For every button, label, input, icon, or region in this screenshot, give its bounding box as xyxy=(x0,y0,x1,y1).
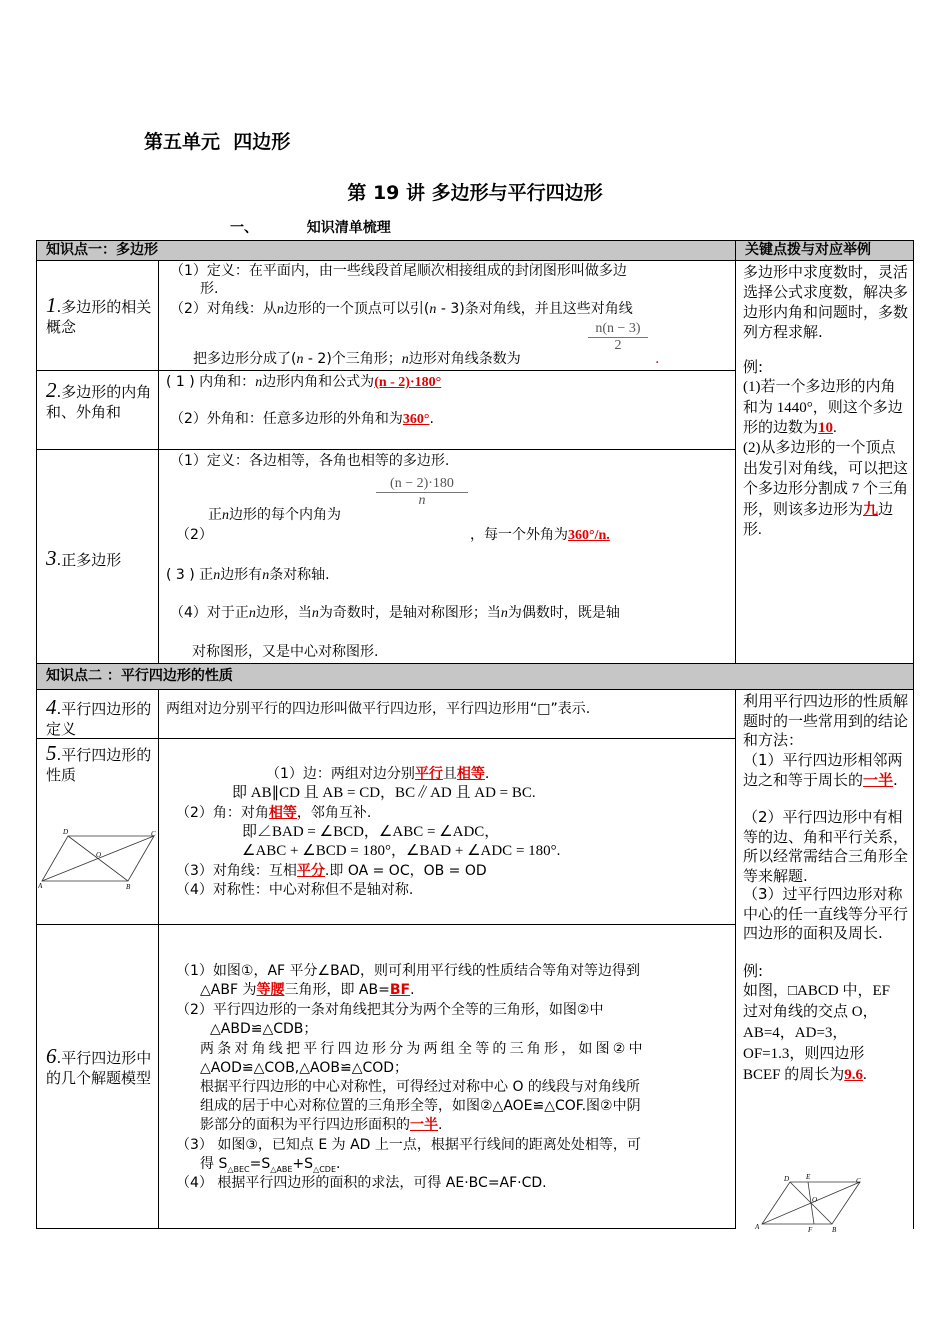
r6-model2-area: 影部分的面积为平行四边形面积的一半. xyxy=(200,1117,443,1133)
r1-diagonal-cont: 把多边形分成了(n - 2)个三角形；n边形对角线条数为 xyxy=(193,351,521,367)
r5-sides-detail: 即 AB∥CD 且 AB = CD，BC∥AD 且 AD = BC. xyxy=(232,785,536,801)
r5-answer-angles: 相等 xyxy=(268,805,297,821)
r3-symmetry: （4）对于正n边形，当n为奇数时，是轴对称图形；当n为偶数时，既是轴 xyxy=(170,605,620,621)
r6-model2-congruent: △ABD≌△CDB； xyxy=(210,1021,318,1037)
ex-fig-label-c: C xyxy=(856,1177,861,1185)
fig-label-c: C xyxy=(151,830,156,838)
r6-model2-diagonals: 两条对角线把平行四边形分为两组全等的三角形，如图②中 xyxy=(200,1041,646,1057)
r2-interior-sum: ( 1 ) 内角和：n边形内角和公式为(n - 2)·180° xyxy=(166,374,442,390)
side-header: 关键点拨与对应举例 xyxy=(735,240,914,261)
kp1-side-answer1: 10 xyxy=(818,420,834,436)
kp1-side-intro: 多边形中求度数时，灵活选择公式求度数，解决多边形内角和问题时，多数列方程求解. xyxy=(743,263,909,341)
kp1-side-example1: (1)若一个多边形的内角和为 1440°，则这个多边形的边数为10. xyxy=(743,379,903,436)
r5-diagonals: （3）对角线：互相平分.即 OA = OC，OB = OD xyxy=(176,863,487,879)
r1-fraction: $\frac{n(n - 3)}{2}$ xyxy=(588,321,648,354)
r2-exterior-sum: （2）外角和：任意多边形的外角和为360°. xyxy=(170,411,434,427)
r6-model2-symmetry: 根据平行四边形的中心对称性，可得经过对称中心 O 的线段与对角线所 xyxy=(200,1079,640,1095)
parallelogram-figure xyxy=(38,826,158,890)
r3-item2: （2） xyxy=(176,527,213,543)
kp2-side-point2: （2）平行四边形中有相等的边、角和平行关系，所以经常需结合三角形全等来解题. xyxy=(743,808,909,885)
r6-answer-half: 一半 xyxy=(410,1117,438,1133)
kp2-side-answer: 9.6 xyxy=(844,1067,864,1083)
fig-label-d: D xyxy=(63,828,69,836)
r6-model3: （3） 如图③，已知点 E 为 AD 上一点，根据平行线间的距离处处相等，可 xyxy=(176,1137,641,1153)
ex-fig-label-a: A xyxy=(755,1223,760,1231)
r3-exterior-angle: ，每一个外角为360°/n. xyxy=(470,527,610,543)
r5-answer-parallel: 平行 xyxy=(414,766,443,782)
example-parallelogram-figure xyxy=(752,1170,867,1234)
r2-answer-exterior: 360° xyxy=(402,412,430,427)
kp2-side-point3: （3）过平行四边形对称中心的任一直线等分平行四边形的面积及周长. xyxy=(743,885,909,942)
kp2-side-answer-half: 一半 xyxy=(863,770,894,789)
r5-angles-detail1: 即∠BAD = ∠BCD，∠ABC = ∠ADC， xyxy=(242,824,500,840)
r5-symmetry: （4）对称性：中心对称但不是轴对称. xyxy=(176,882,414,898)
kp1-side-example-label: 例: xyxy=(743,358,764,376)
r5-sides: （1）边：两组对边分别平行且相等. xyxy=(266,766,490,782)
section-heading: 知识清单梳理 xyxy=(306,220,391,236)
ex-fig-label-d: D xyxy=(784,1175,790,1183)
row3-label: 3.正多边形 xyxy=(46,546,122,570)
r6-model2-congruent2: △AOD≌△COB,△AOB≌△COD； xyxy=(200,1060,409,1076)
r3-axes: ( 3 ) 正n边形有n条对称轴. xyxy=(166,567,330,583)
r6-answer-isosceles: 等腰 xyxy=(256,982,285,998)
fig-label-o: O xyxy=(96,851,102,859)
r6-model4: （4） 根据平行四边形的面积的求法，可得 AE·BC=AF·CD. xyxy=(176,1175,547,1191)
fig-label-b: B xyxy=(126,883,131,890)
row2-label: 2.多边形的内角和、外角和 xyxy=(46,378,152,421)
kp2-header: 知识点二 ：平行四边形的性质 xyxy=(36,663,914,690)
kp1-side-answer2: 九 xyxy=(863,501,879,518)
r5-angles: （2）角：对角相等，邻角互补. xyxy=(176,805,372,821)
r5-angles-detail2: ∠ABC + ∠BCD = 180°，∠BAD + ∠ADC = 180°. xyxy=(242,843,561,859)
r3-interior-angle: 正n边形的每个内角为 xyxy=(208,507,341,523)
kp1-header: 知识点一：多边形 xyxy=(36,240,736,261)
column-divider xyxy=(158,260,159,664)
r6-model2-symmetry-cont: 组成的居于中心对称位置的三角形全等，如图②△AOE≌△COF.图②中阴 xyxy=(200,1098,641,1114)
r4-definition: 两组对边分别平行的四边形叫做平行四边形，平行四边形用“□”表示. xyxy=(166,701,591,717)
r6-model1: （1）如图①，AF 平分∠BAD，则可利用平行线的性质结合等角对等边得到 xyxy=(176,963,641,979)
r1-period: . xyxy=(655,351,660,367)
r3-fraction: $\frac{(n - 2)\cdot 180}{n}$ xyxy=(376,476,468,509)
r5-answer-equal: 相等 xyxy=(456,766,485,782)
r1-definition: （1）定义：在平面内，由一些线段首尾顺次相接组成的封闭图形叫做多边 xyxy=(170,263,627,279)
row-divider xyxy=(36,370,736,371)
kp2-side-example: 如图，□ABCD 中，EF 过对角线的交点 O，AB=4，AD=3，OF=1.3，则四边形 BCEF 的周长为9.6. xyxy=(743,983,890,1083)
row1-label: 1.多边形的相关概念 xyxy=(46,293,152,336)
r6-answer-bf: BF xyxy=(389,982,411,998)
r3-symmetry-cont: 对称图形，又是中心对称图形. xyxy=(192,644,379,660)
r3-answer: 360°/n. xyxy=(568,528,610,543)
r1-definition-cont: 形. xyxy=(200,281,219,297)
ex-fig-label-e: E xyxy=(806,1173,811,1181)
row4-label: 4.平行四边形的定义 xyxy=(46,695,152,738)
kp2-side-point1: （1）平行四边形相邻两边之和等于周长的一半. xyxy=(743,751,903,789)
kp2-side-intro: 利用平行四边形的性质解题时的一些常用到的结论和方法： xyxy=(743,692,909,749)
ex-fig-label-f: F xyxy=(808,1226,813,1234)
kp2-side-example-label: 例: xyxy=(743,962,764,980)
unit-title: 第五单元 四边形 xyxy=(144,131,291,153)
row-divider xyxy=(36,924,736,925)
r1-diagonal: （2）对角线：从n边形的一个顶点可以引(n - 3)条对角线，并且这些对角线 xyxy=(170,301,633,317)
ex-fig-label-o: O xyxy=(812,1196,818,1204)
r6-model1-cont: △ABF 为等腰三角形，即 AB=BF. xyxy=(200,982,415,998)
r5-answer-bisect: 平分 xyxy=(296,863,325,879)
column-divider xyxy=(158,689,159,1229)
section-title xyxy=(230,217,391,237)
row-divider xyxy=(36,449,736,450)
section-number: 一、 xyxy=(230,220,258,236)
r3-definition: （1）定义：各边相等，各角也相等的多边形. xyxy=(170,453,450,469)
row5-label: 5.平行四边形的性质 xyxy=(46,741,152,784)
row6-label: 6.平行四边形中的几个解题模型 xyxy=(46,1044,152,1087)
ex-fig-label-b: B xyxy=(832,1226,837,1234)
fig-label-a: A xyxy=(38,882,43,890)
r6-model3-formula: 得 $S_{\triangle BEC}=S_{\triangle ABE}+S_{\triangle CDE}$. xyxy=(200,1156,341,1174)
r6-model2: （2）平行四边形的一条对角线把其分为两个全等的三角形，如图②中 xyxy=(176,1002,604,1018)
r2-answer: (n - 2)·180° xyxy=(374,375,442,390)
lecture-title: 第 19 讲 多边形与平行四边形 xyxy=(347,182,603,204)
kp1-side-example2: (2)从多边形的一个顶点出发引对角线，可以把这个多边形分割成 7 个三角形，则该多边形为九边形. xyxy=(743,440,909,538)
